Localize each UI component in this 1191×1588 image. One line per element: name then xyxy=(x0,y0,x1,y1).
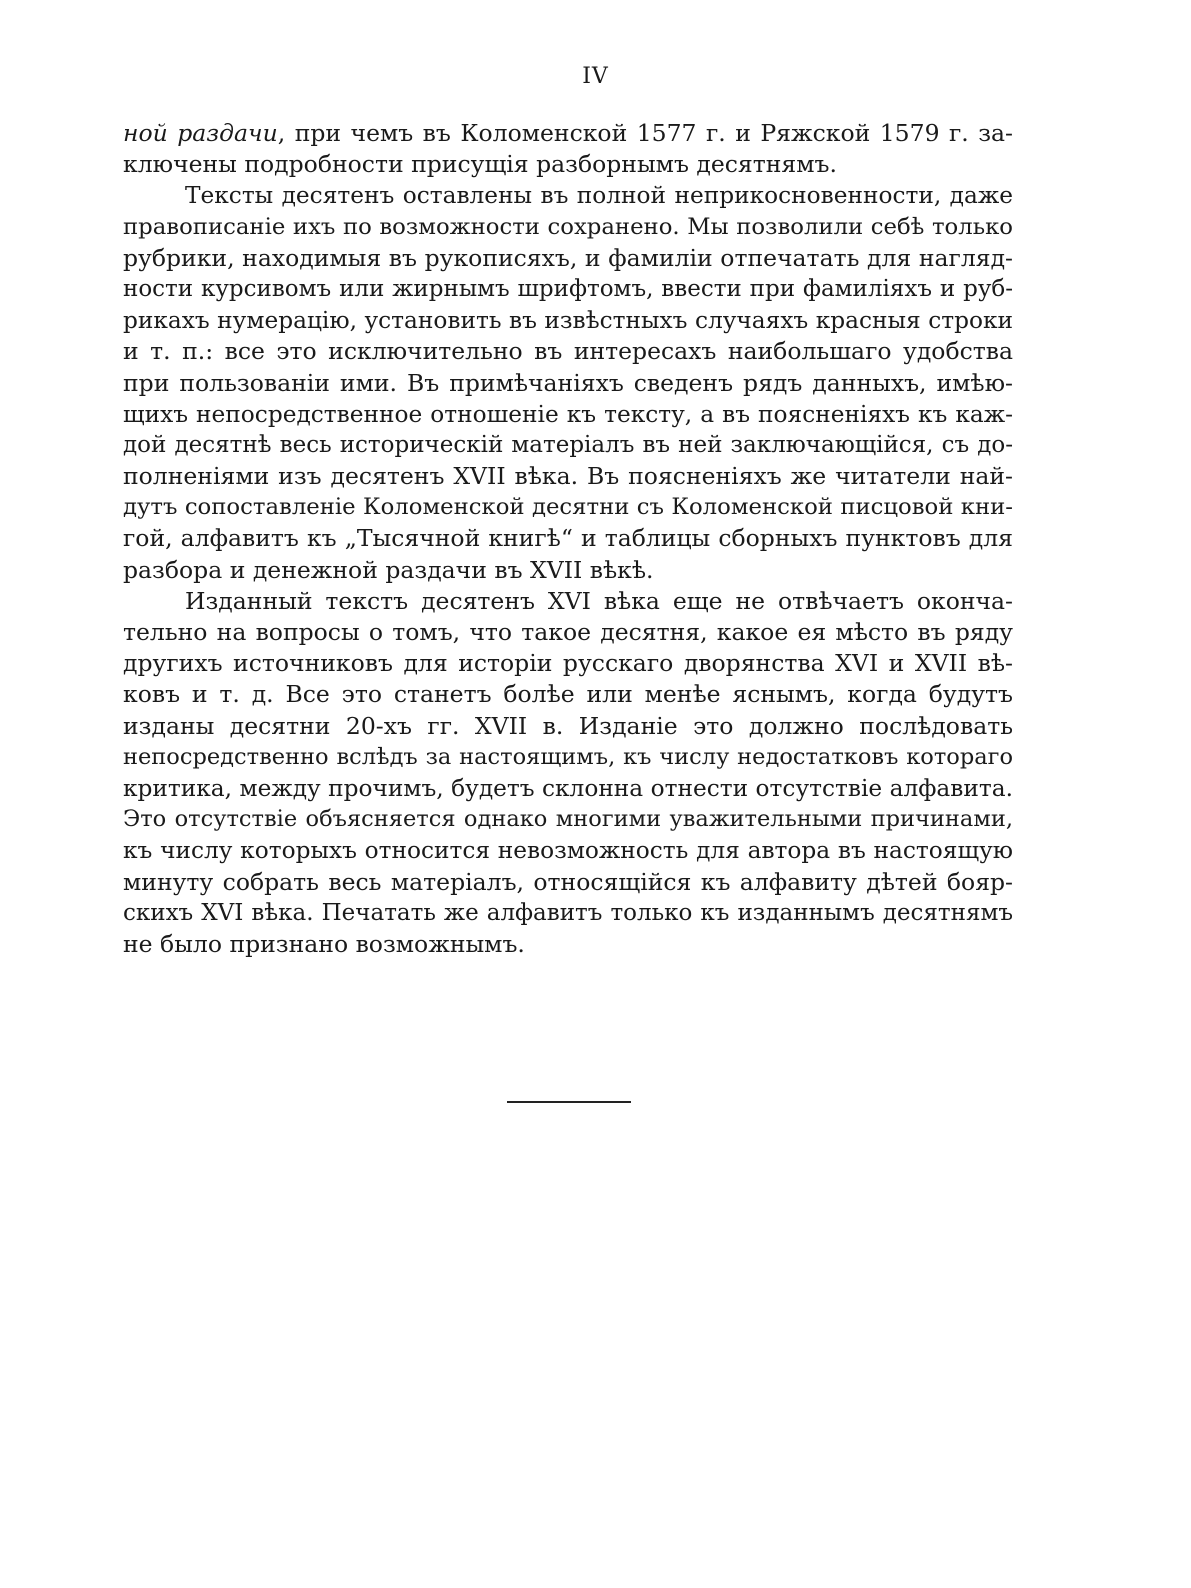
paragraph-3 xyxy=(123,586,1013,960)
text-line: дой десятнѣ весь историческій матеріалъ въ ней заключающійся, съ до- xyxy=(123,431,1013,458)
text-line: полненіями изъ десятенъ XVII вѣка. Въ поясненіяхъ же читатели най- xyxy=(123,462,1013,491)
text-line: не было признано возможнымъ. xyxy=(123,929,525,958)
page-number: IV xyxy=(582,64,609,89)
text-line: изданы десятни 20-хъ гг. XVII в. Изданіе это должно послѣдовать xyxy=(123,711,1013,740)
end-rule-divider xyxy=(507,1101,631,1103)
italic-fragment: ной раздачи xyxy=(123,119,278,147)
text-line: ной раздачи, при чемъ въ Коломенской 1577 г. и Ряжской 1579 г. за- xyxy=(123,119,1014,147)
text-line: ности курсивомъ или жирнымъ шрифтомъ, ввести при фамиліяхъ и руб- xyxy=(123,275,1013,302)
text-line: скихъ XVI вѣка. Печатать же алфавитъ только къ изданнымъ десятнямъ xyxy=(123,899,1013,926)
text-line: гой, алфавитъ къ „Тысячной книгѣ“ и таблицы сборныхъ пунктовъ для xyxy=(123,524,1013,553)
text-line: Это отсутствіе объясняется однако многими уважительными причинами, xyxy=(123,806,1013,833)
text-line: къ числу которыхъ относится невозможность для автора въ настоящую xyxy=(123,837,1013,865)
text-line: и т. п.: все это исключительно въ интересахъ наибольшаго удобства xyxy=(123,337,1013,366)
text-line: Тексты десятенъ оставлены въ полной неприкосновенности, даже xyxy=(185,182,1013,210)
text-line: дутъ сопоставленіе Коломенской десятни съ Коломенской писцовой кни- xyxy=(123,494,1013,521)
text-line: критика, между прочимъ, будетъ склонна отнести отсутствіе алфавита. xyxy=(123,774,1013,802)
paragraph-1 xyxy=(123,118,1013,180)
text-line: рикахъ нумерацію, установить въ извѣстныхъ случаяхъ красныя строки xyxy=(123,307,1013,335)
text-line: непосредственно вслѣдъ за настоящимъ, къ числу недостатковъ котораго xyxy=(123,743,1013,770)
text-line: разбора и денежной раздачи въ XVII вѣкѣ. xyxy=(123,555,654,584)
text-line: ковъ и т. д. Все это станетъ болѣе или менѣе яснымъ, когда будутъ xyxy=(123,680,1013,709)
body-text xyxy=(123,118,1013,960)
text-line: ключены подробности присущія разборнымъ десятнямъ. xyxy=(123,150,837,179)
text-line: минуту собрать весь матеріалъ, относящійся къ алфавиту дѣтей бояр- xyxy=(123,867,1013,896)
text-line: щихъ непосредственное отношеніе къ тексту, а въ поясненіяхъ къ каж- xyxy=(123,400,1013,428)
text-line: Изданный текстъ десятенъ XVI вѣка еще не отвѣчаетъ оконча- xyxy=(185,586,1013,615)
text-line: при пользованіи ими. Въ примѣчаніяхъ сведенъ рядъ данныхъ, имѣю- xyxy=(123,368,1013,397)
text-line: рубрики, находимыя въ рукописяхъ, и фамиліи отпечатать для нагляд- xyxy=(123,243,1013,272)
text-line: правописаніе ихъ по возможности сохранено. Мы позволили себѣ только xyxy=(123,213,1013,240)
text-line: тельно на вопросы о томъ, что такое десятня, какое ея мѣсто въ ряду xyxy=(123,618,1013,646)
text-line: другихъ источниковъ для исторіи русскаго дворянства XVI и XVII вѣ- xyxy=(123,649,1013,678)
paragraph-2 xyxy=(123,180,1013,585)
